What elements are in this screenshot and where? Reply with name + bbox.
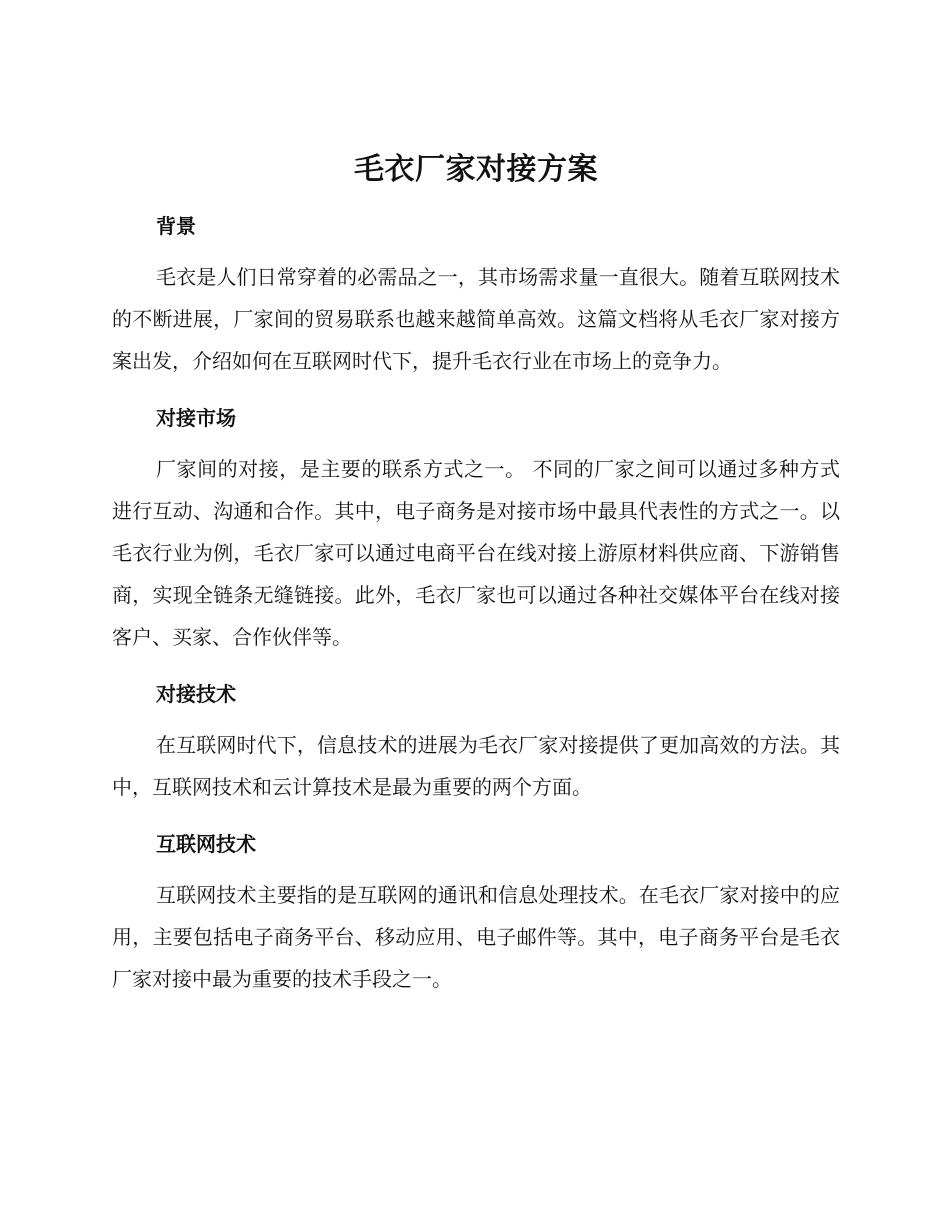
- section-heading: 对接技术: [156, 682, 236, 706]
- section-market: [112, 404, 840, 680]
- section-internet-technology: [112, 830, 840, 1000]
- section-heading: 背景: [156, 214, 196, 238]
- section-technology: [112, 680, 840, 830]
- section-paragraph: 毛衣是人们日常穿着的必需品之一，其市场需求量一直很大。随着互联网技术的不断进展，厂家间的贸易联系也越来越简单高效。这篇文档将从毛衣厂家对接方案出发，介绍如何在互联网时代下，提升毛衣行业在市场上的竞争力。: [112, 265, 840, 373]
- section-background: [112, 212, 840, 404]
- section-paragraph: 在互联网时代下，信息技术的进展为毛衣厂家对接提供了更加高效的方法。其中，互联网技术和云计算技术是最为重要的两个方面。: [112, 733, 840, 799]
- section-paragraph: 互联网技术主要指的是互联网的通讯和信息处理技术。在毛衣厂家对接中的应用，主要包括电子商务平台、移动应用、电子邮件等。其中，电子商务平台是毛衣厂家对接中最为重要的技术手段之一。: [112, 883, 840, 991]
- section-heading: 互联网技术: [156, 832, 256, 856]
- section-heading: 对接市场: [156, 406, 236, 430]
- document-title: 毛衣厂家对接方案: [354, 152, 598, 187]
- section-paragraph: 厂家间的对接，是主要的联系方式之一。 不同的厂家之间可以通过多种方式进行互动、沟通和合作。其中，电子商务是对接市场中最具代表性的方式之一。以毛衣行业为例，毛衣厂家可以通过电商平台在线对接上游原材料供应商、下游销售商，实现全链条无缝链接。此外，毛衣厂家也可以通过各种社交媒体平台在线对接客户、买家、合作伙伴等。: [112, 457, 840, 649]
